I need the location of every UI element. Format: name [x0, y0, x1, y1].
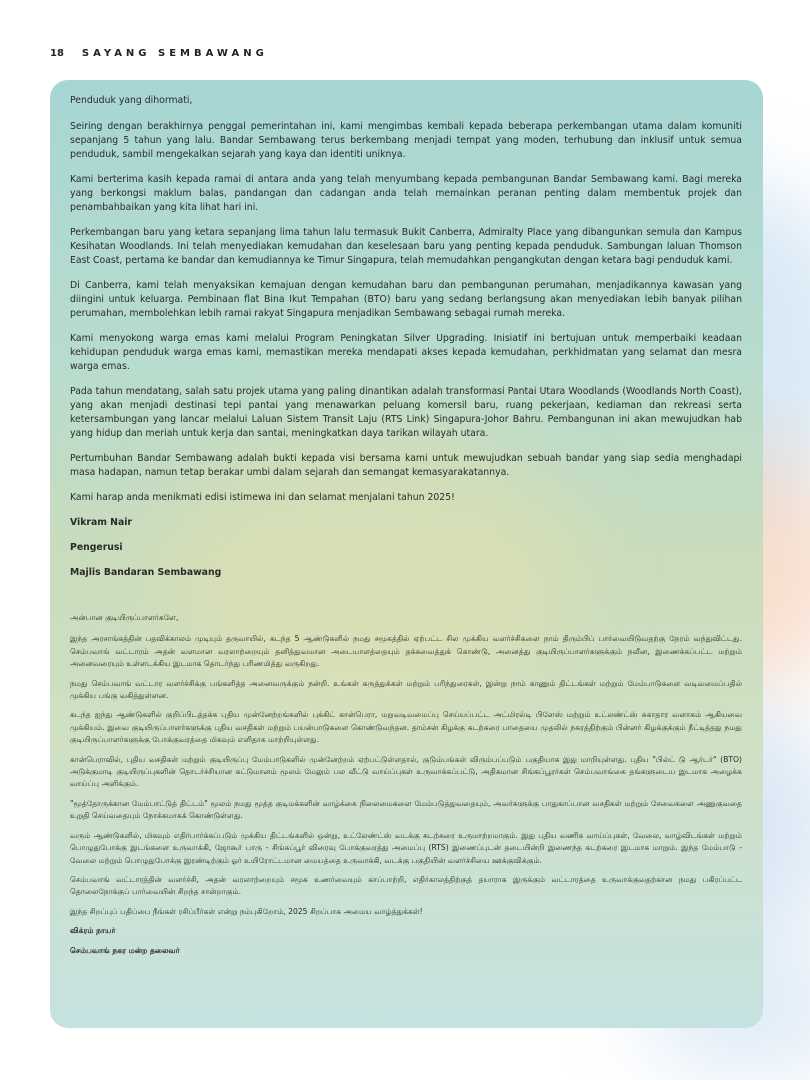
paragraph: நமது செம்பவாங் வட்டார வளர்ச்சிக்கு பங்களித்த அனைவருக்கும் நன்றி. உங்கள் கருத்துக்கள் மற்றும் பரிந்துரைகள், இன்று நாம் காணும் திட்டங்கள் மற்றும் மேம்பாடுகளை வடிவமைப்பதில் முக்கிய பங்கு வகித்துள்ளன. — [70, 678, 742, 701]
paragraph: கடந்த ஐந்து ஆண்டுகளில் குறிப்பிடத்தக்க புதிய முன்னேற்றங்களில் புக்கிட் கான்பெரா, மறுவடிவமைப்பு செய்யப்பட்ட அட்மிரல்டி பிளேஸ் மற்றும் உட்லண்ட்ஸ் சுகாதார வளாகம் ஆகியவை முக்கியம். இவை குடியிருப்பாளர்களுக்கு புதிய வசதிகள் மற்றும் பயன்பாடுகளை கொண்டுவந்தன. தாம்சன் கிழக்கு கடற்கரை பாதையை முதலில் நகரத்திற்கும் பின்னர் கிழக்குக்கும் நீட்டித்தது நமது குடியிருப்பாளர்களுக்கு போக்குவரத்தை மிகவும் எளிதாக மாற்றியுள்ளது. — [70, 710, 742, 745]
tamil-message — [70, 612, 742, 957]
message-content — [70, 94, 742, 964]
signature-org: Majlis Bandaran Sembawang — [70, 567, 222, 578]
paragraph: Di Canberra, kami telah menyaksikan kemajuan dengan kemudahan baru dan pembangunan perumahan, menjadikannya kawasan yang diingini untuk keluarga. Pembinaan flat Bina Ikut Tempahan (BTO) baru yang sedang berlangsung akan menyediakan lebih banyak pilihan perumahan, membolehkan lebih ramai rakyat Singapura menjadikan Sembawang sebagai rumah mereka. — [70, 280, 742, 319]
paragraph: Seiring dengan berakhirnya penggal pemerintahan ini, kami mengimbas kembali kepada beberapa perkembangan utama dalam komuniti sepanjang 5 tahun yang lalu. Bandar Sembawang terus berkembang menjadi tempat yang moden, terhubung dan inklusif untuk semua penduduk, sambil mengekalkan sejarah yang kaya dan identiti uniknya. — [70, 121, 742, 160]
paragraph: Kami menyokong warga emas kami melalui Program Peningkatan Silver Upgrading. Inisiatif ini bertujuan untuk memperbaiki keadaan kehidupan penduduk warga emas kami, memastikan mereka mendapati akses kepada kemudahan, perkhidmatan yang selamat dan mesra warga emas. — [70, 333, 742, 372]
signature-block — [70, 925, 742, 957]
paragraph: Kami harap anda menikmati edisi istimewa ini dan selamat menjalani tahun 2025! — [70, 492, 455, 503]
publication-title: SAYANG SEMBAWANG — [81, 48, 268, 59]
paragraph: Kami berterima kasih kepada ramai di antara anda yang telah menyumbang kepada pembangunan Bandar Sembawang kami. Bagi mereka yang berkongsi maklum balas, pandangan dan cadangan anda telah memainkan peranan penting dalam membentuk projek dan penambahbaikan yang kita lihat hari ini. — [70, 174, 742, 213]
malay-message — [70, 94, 742, 580]
paragraph: "மூத்தோருக்கான மேம்பாட்டுத் திட்டம்" மூலம் நமது மூத்த குடிமக்களின் வாழ்க்கை நிலைமைகளை மேம்படுத்துவதையும், அவர்களுக்கு பாதுகாப்பான வசதிகள் மற்றும் சேவைகளை அணுகுவதை உறுதி செய்வதையும் நோக்கமாகக் கொண்டுள்ளது. — [70, 798, 742, 821]
signature-name: விக்ரம் நாயர் — [70, 926, 116, 936]
signature-block — [70, 516, 742, 580]
paragraph: வரும் ஆண்டுகளில், மிகவும் எதிர்பார்க்கப்படும் முக்கிய திட்டங்களில் ஒன்று, உட்லேண்ட்ஸ் வடக்கு கடற்கரை உருமாற்றமாகும். இது புதிய வணிக வாய்ப்புகள், வேலை, வாழ்விடங்கள் மற்றும் பொழுதுபோக்கு இடங்களை உருவாக்கி, ஜோகூர் பாரு - சிங்கப்பூர் விரைவு போக்குவரத்து அமைப்பு (RTS) இணைப்புடன் தடையின்றி இணைந்த கடற்கரை இடமாக மாறும். இந்த மேம்பாடு - வேலை மற்றும் பொழுதுபோக்கு இரண்டிற்கும் ஓர் உயிரோட்டமான மையத்தை உருவாக்கி, வடக்கு பகுதியின் வளர்ச்சியை ஊக்குவிக்கும். — [70, 830, 742, 865]
page-header — [50, 48, 268, 59]
paragraph: Pertumbuhan Bandar Sembawang adalah bukti kepada visi bersama kami untuk mewujudkan sebuah bandar yang siap sedia menghadapi masa hadapan, namun tetap berakar umbi dalam sejarah dan semangat kemasyarakatannya. — [70, 453, 742, 478]
paragraph: செம்பவாங் வட்டாரத்தின் வளர்ச்சி, அதன் வரலாற்றையும் சமூக உணர்வையும் காப்பாற்றி, எதிர்காலத்திற்குத் தயாராக இருக்கும் வட்டாரத்தை உருவாக்குவதற்கான நமது பகிரப்பட்ட தொலைநோக்குப் பார்வையின் சிறந்த சான்றாகும். — [70, 874, 742, 897]
paragraph: இந்த சிறப்புப் பதிப்பை நீங்கள் ரசிப்பீர்கள் என்று நம்புகிறோம், 2025 சிறப்பாக அமைய வாழ்த்துக்கள்! — [70, 906, 423, 916]
paragraph: Perkembangan baru yang ketara sepanjang lima tahun lalu termasuk Bukit Canberra, Admiralty Place yang dibangunkan semula dan Kampus Kesihatan Woodlands. Ini telah menyediakan kemudahan dan keselesaan baru yang penting kepada penduduk. Sambungan laluan Thomson East Coast, pertama ke bandar dan kemudiannya ke Timur Singapura, telah memudahkan pengangkutan dengan ketara bagi penduduk kami. — [70, 227, 742, 266]
signature-title: Pengerusi — [70, 542, 123, 553]
salutation: அன்பான குடியிருப்பாளர்களே, — [70, 613, 179, 622]
paragraph: Pada tahun mendatang, salah satu projek utama yang paling dinantikan adalah transformasi Pantai Utara Woodlands (Woodlands North Coast), yang akan menjadi destinasi tepi pantai yang menawarkan peluang komersil baru, ruang pekerjaan, kediaman dan rekreasi serta ketersambungan yang lancar melalui Laluan Sistem Transit Laju (RTS Link) Singapura-Johor Bahru. Pembangunan ini akan mewujudkan hab yang hidup dan meriah untuk kerja dan santai, meningkatkan daya tarikan wilayah utara. — [70, 386, 742, 439]
paragraph: இந்த அரசாங்கத்தின் பதவிக்காலம் முடியும் தருவாயில், கடந்த 5 ஆண்டுகளில் நமது சமூகத்தில் ஏற்பட்ட சில முக்கிய வளர்ச்சிகளை நாம் திரும்பிப் பார்வையிடுவதற்கு நேரம் வந்துவிட்டது. செம்பவாங் வட்டாரம் அதன் வளமான வரலாற்றையும் தனித்துவமான அடையாளத்தையும் தக்கவைத்துக் கொண்டு, அனைத்து குடியிருப்பாளர்களுக்கும் நவீன, இணைக்கப்பட்ட மற்றும் அனைவரையும் உள்ளடக்கிய இடமாக தொடர்ந்து பரிணமித்து வருகிறது. — [70, 634, 742, 669]
salutation: Penduduk yang dihormati, — [70, 95, 193, 106]
signature-name: Vikram Nair — [70, 517, 133, 528]
signature-title: செம்பவாங் நகர மன்ற தலைவர் — [70, 945, 180, 955]
page-number: 18 — [50, 48, 64, 59]
paragraph: கான்பெராவில், புதிய வசதிகள் மற்றும் குடியிருப்பு மேம்பாடுகளில் முன்னேற்றம் ஏற்பட்டுள்ளதால், குடும்பங்கள் விரும்பப்படும் பகுதியாக இது மாறியுள்ளது. புதிய "பில்ட் டு ஆர்டர்" (BTO) அடுக்குமாடி குடியிருப்புகளின் தொடர்ச்சியான கட்டுமானம் மூலம் மேலும் பல வீட்டு வாய்ப்புகள் உருவாக்கப்பட்டு, அதிகமான சிங்கப்பூரர்கள் செம்பவாங்கை தங்களுடைய இடமாக அழைக்க வாய்ப்பு அளிக்கும். — [70, 754, 742, 789]
